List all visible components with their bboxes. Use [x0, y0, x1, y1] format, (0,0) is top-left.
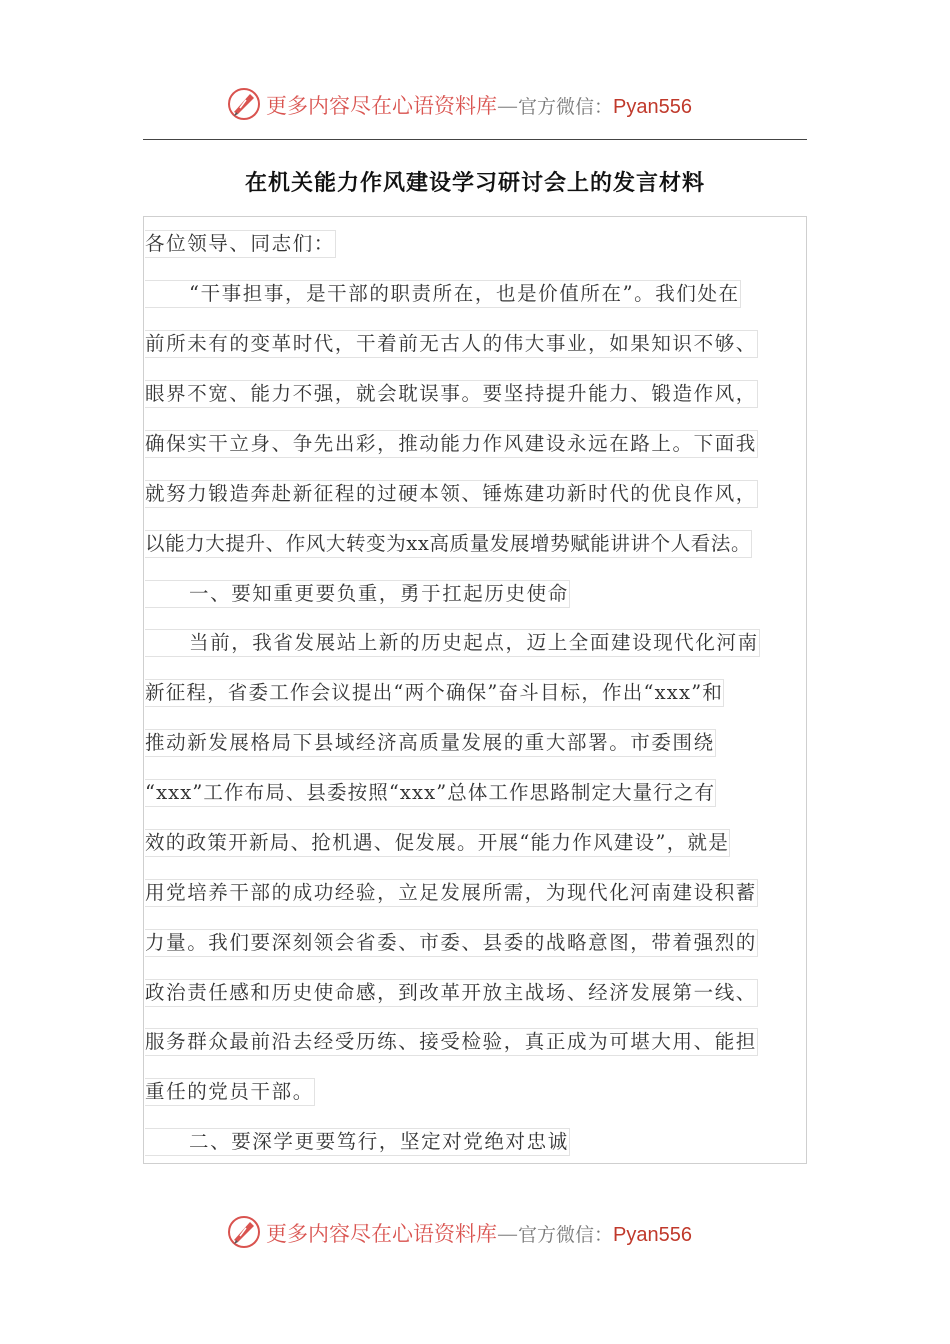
banner-separator: — [497, 94, 518, 118]
text-line: 眼界不宽、能力不强，就会耽误事。要坚持提升能力、锻造作风， [145, 380, 758, 408]
salutation-line: 各位领导、同志们： [145, 230, 336, 258]
banner-text [266, 1218, 692, 1248]
quill-logo-icon [226, 1214, 262, 1250]
banner-label: 官方微信： [518, 96, 614, 118]
header-banner [0, 82, 950, 122]
text-line: 以能力大提升、作风大转变为xx高质量发展增势赋能讲讲个人看法。 [145, 530, 752, 558]
footer-banner [0, 1210, 950, 1250]
text-line: “干事担事，是干部的职责所在，也是价值所在”。我们处在 [145, 280, 741, 308]
quill-logo-icon [226, 86, 262, 122]
text-line: 就努力锻造奔赴新征程的过硬本领、锤炼建功新时代的优良作风， [145, 480, 758, 508]
banner-label: 官方微信： [518, 1224, 614, 1246]
text-line: 服务群众最前沿去经受历练、接受检验，真正成为可堪大用、能担 [145, 1028, 758, 1056]
document-title: 在机关能力作风建设学习研讨会上的发言材料 [244, 170, 705, 196]
section-heading-2: 二、要深学更要笃行，坚定对党绝对忠诚 [145, 1128, 570, 1156]
text-line: 前所未有的变革时代，干着前无古人的伟大事业，如果知识不够、 [145, 330, 758, 358]
banner-wechat-id: Pyan556 [613, 1224, 692, 1246]
banner-main-text: 更多内容尽在心语资料库 [266, 94, 497, 118]
text-line: 确保实干立身、争先出彩，推动能力作风建设永远在路上。下面我 [145, 430, 758, 458]
banner-wechat-id: Pyan556 [613, 96, 692, 118]
banner-main-text: 更多内容尽在心语资料库 [266, 1222, 497, 1246]
section-heading-1: 一、要知重更要负重，勇于扛起历史使命 [145, 580, 570, 608]
header-divider [143, 139, 807, 140]
banner-separator: — [497, 1222, 518, 1246]
text-line: 推动新发展格局下县域经济高质量发展的重大部署。市委围绕 [145, 729, 716, 757]
text-line: 力量。我们要深刻领会省委、市委、县委的战略意图，带着强烈的 [145, 929, 758, 957]
text-line: 效的政策开新局、抢机遇、促发展。开展“能力作风建设”，就是 [145, 829, 730, 857]
text-line: “xxx”工作布局、县委按照“xxx”总体工作思路制定大量行之有 [145, 779, 716, 807]
text-line: 当前，我省发展站上新的历史起点，迈上全面建设现代化河南 [145, 629, 760, 657]
text-line: 政治责任感和历史使命感，到改革开放主战场、经济发展第一线、 [145, 979, 758, 1007]
banner-text [266, 90, 692, 120]
text-line: 用党培养干部的成功经验，立足发展所需，为现代化河南建设积蓄 [145, 879, 758, 907]
text-line: 新征程，省委工作会议提出“两个确保”奋斗目标，作出“xxx”和 [145, 679, 724, 707]
text-line: 重任的党员干部。 [145, 1078, 315, 1106]
